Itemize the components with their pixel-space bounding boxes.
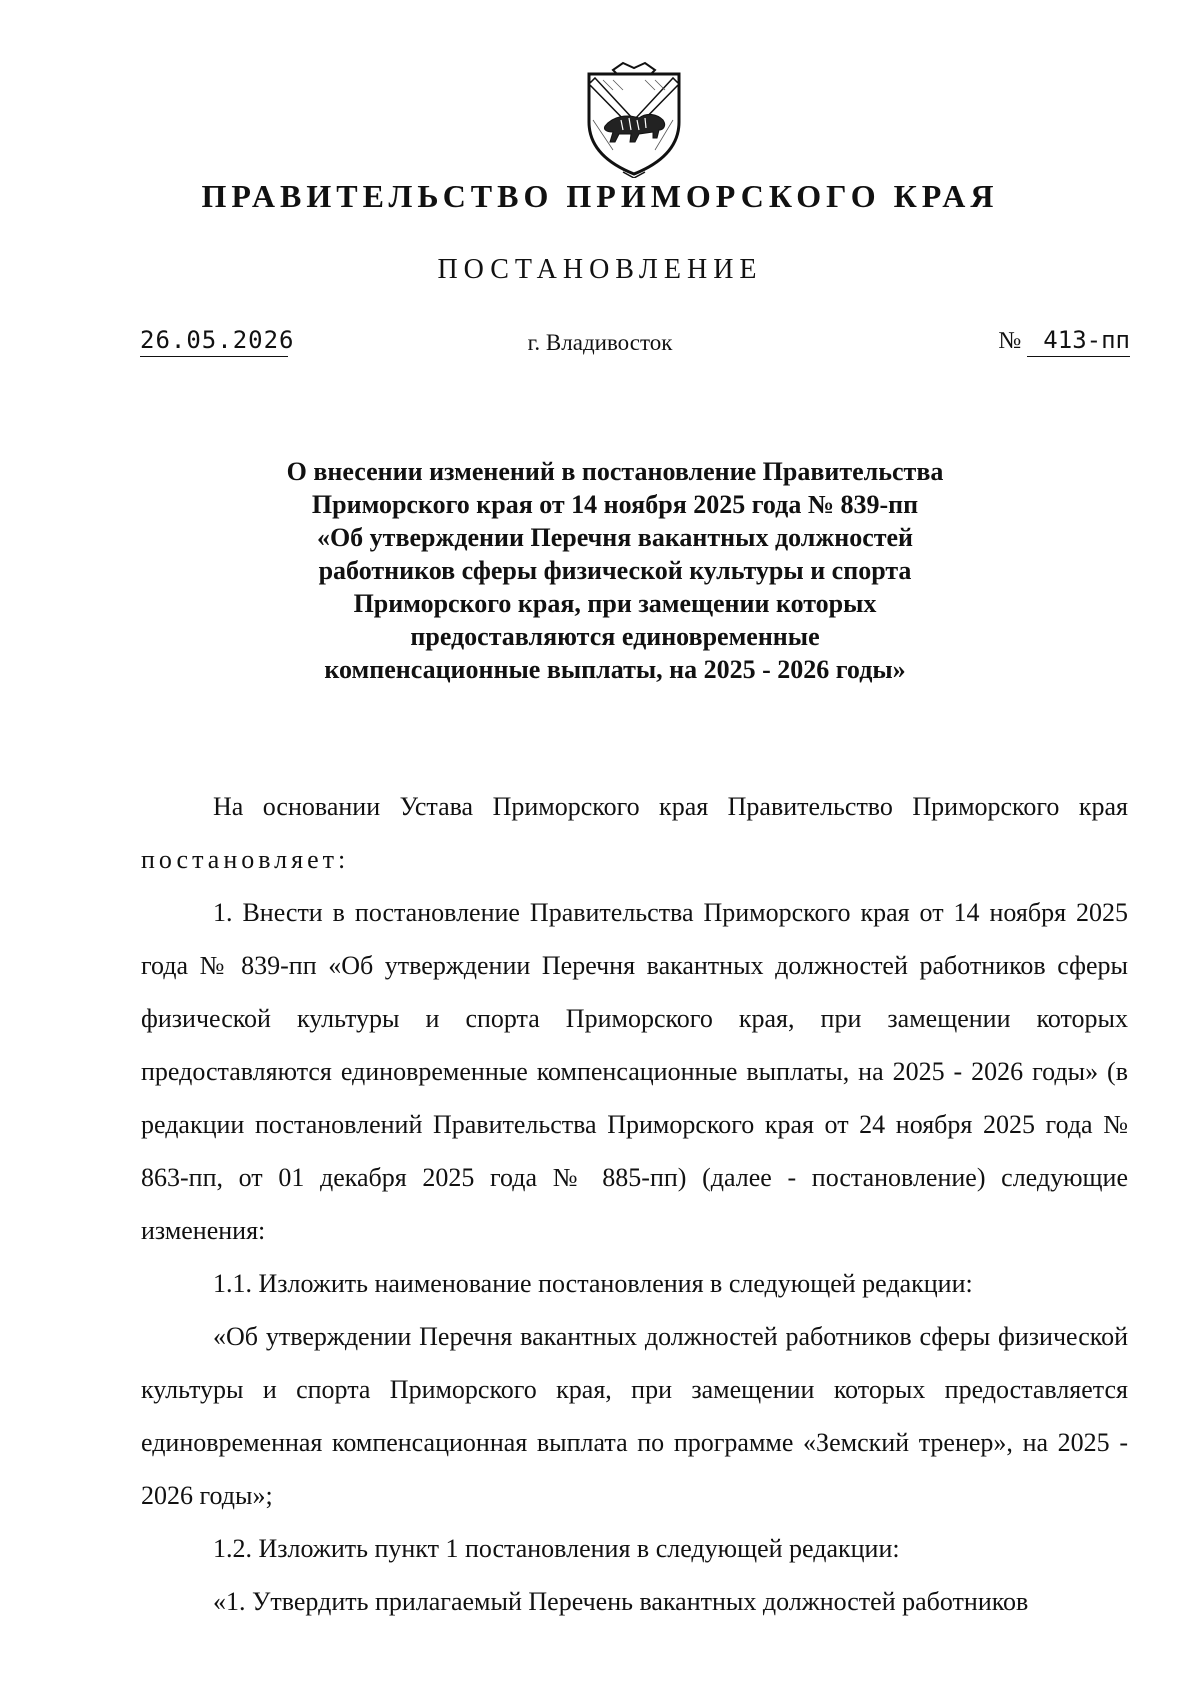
heading-line: О внесении изменений в постановление Правительства	[286, 457, 944, 486]
paragraph-item-1: 1. Внести в постановление Правительства Приморского края от 14 ноября 2025 года № 839-пп «Об утверждении Перечня вакантных должностей работников сферы физической культуры и спорта Приморского края, при замещении которых предоставляются единовременные компенсационные выплаты, на 2025 - 2026 годы» (в редакции постановлений Правительства Приморского края от 24 ноября 2025 года № 863-пп, от 01 декабря 2025 года № 885-пп) (далее - постановление) следующие изменения:	[141, 898, 1128, 1245]
preamble-resolves: постановляет:	[141, 845, 350, 874]
heading-line: предоставляются единовременные	[410, 622, 820, 651]
heading-line: Приморского края, при замещении которых	[353, 589, 877, 618]
heading-line: компенсационные выплаты, на 2025 - 2026 годы»	[324, 655, 906, 684]
paragraph-quote-item-1: «1. Утвердить прилагаемый Перечень вакантных должностей работников	[213, 1587, 1029, 1616]
paragraph-preamble	[141, 780, 1128, 886]
paragraph-item-1-2: 1.2. Изложить пункт 1 постановления в следующей редакции:	[213, 1534, 900, 1563]
paragraph-item-1-1: 1.1. Изложить наименование постановления в следующей редакции:	[213, 1269, 973, 1298]
preamble-text: На основании Устава Приморского края Правительство Приморского края	[213, 792, 1128, 821]
coat-of-arms-icon	[583, 60, 685, 178]
document-type: ПОСТАНОВЛЕНИЕ	[437, 254, 763, 285]
document-heading	[220, 455, 1010, 686]
document-number	[998, 326, 1130, 357]
heading-line: Приморского края от 14 ноября 2025 года № 839-пп	[311, 490, 919, 519]
document-date: 26.05.2026	[140, 326, 288, 357]
document-body	[141, 780, 1128, 1628]
paragraph-quote-title: «Об утверждении Перечня вакантных должностей работников сферы физической культуры и спорта Приморского края, при замещении которых предоставляется единовременная компенсационная выплата по программе «Земский тренер», на 2025 - 2026 годы»;	[141, 1322, 1128, 1510]
number-label: №	[998, 328, 1022, 354]
document-city: г. Владивосток	[527, 330, 673, 355]
number-value: 413-пп	[1027, 326, 1130, 357]
heading-line: «Об утверждении Перечня вакантных должностей	[316, 523, 914, 552]
heading-line: работников сферы физической культуры и спорта	[318, 556, 912, 585]
organization-title: ПРАВИТЕЛЬСТВО ПРИМОРСКОГО КРАЯ	[201, 178, 999, 214]
